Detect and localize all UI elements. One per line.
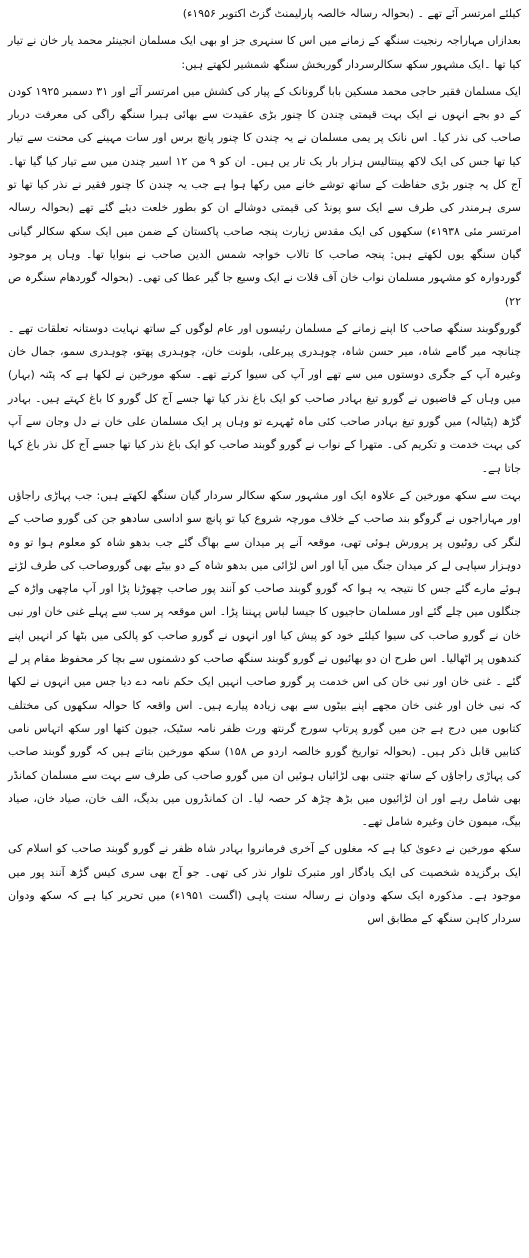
paragraph-1: کیلئے امرتسر آئے تھے ۔ (بحوالہ رسالہ خالصہ پارلیمنٹ گزٹ اکتوبر ۱۹۵۶ء) (182, 7, 521, 20)
paragraph-5: بہت سے سکھ مورخین کے علاوہ ایک اور مشہور سکھ سکالر سردار گیان سنگھ لکھتے ہیں: جب پہاڑی راجاؤں اور مہاراجوں نے گروگو بند صاحب کے خلاف مورچہ شروع کیا تو پانچ سو اداسی سادھو جن کی گورو صاحب کے لنگر کی روٹیوں پر پرورش ہوئی تھی، موقعہ آنے پر میدان سے بھاگ گئے جب بدھو شاہ کو معلوم ہوا تو وہ دوہزار سپاہی لے کر میدان جنگ میں آیا اور اس لڑائی میں بدھو شاہ کے دو بیٹے بھی گوروصاحب کی طرف لڑتے ہوئے مارے گئے جس کا نتیجہ یہ ہوا کہ گورو گوبند صاحب کو آنند پور صاحب چھوڑنا پڑا اور آپ ماچھی واڑہ کے جنگلوں میں چلے گئے اور مسلمان حاجیوں کا جیسا لباس پہننا پڑا۔ اس موقعہ پر سب سے پہلے غنی خان اور نبی خان نے گورو صاحب کی سیوا کیلئے خود کو پیش کیا اور انہوں نے گورو صاحب کو پالکی میں بٹھا کر انہیں اپنے کندھوں پر اٹھالیا۔ اس طرح ان دو بھائیوں نے گورو گوبند سنگھ صاحب کو دشمنوں سے بچا کر محفوظ مقام پر لے گئے ۔ غنی خان اور نبی خان کی اس خدمت پر گورو صاحب انہیں ایک حکم نامہ دے دیا جس میں انہوں نے لکھا کہ نبی خان اور غنی خان مجھے اپنے بیٹوں سے بھی زیادہ پیارے ہیں۔ اس واقعہ کا حوالہ سکھوں کی مختلف کتابوں میں درج ہے جن میں گورو پرتاپ سورج گرنتھ ورت ظفر نامہ سٹیک، جیون کتھا اور سکھ اتہاس نامی کتابیں قابل ذکر ہیں۔ (بحوالہ تواریخ گورو خالصہ اردو ص ۱۵۸) سکھ مورخین بتاتے ہیں کہ گورو گوبند صاحب کی پہاڑی راجاؤں کے ساتھ جتنی بھی لڑائیاں ہوئیں ان میں گورو صاحب کی طرف سے بہت سے مسلمان کمانڈر بھی شامل رہے اور ان لڑائیوں میں بڑھ چڑھ کر حصہ لیا۔ ان کمانڈروں میں بدیگ، الف خان، صیاد خان، صیاد بیگ، میمون خان وغیرہ شامل تھے۔ (8, 488, 521, 829)
paragraph-6: سکھ مورخین نے دعویٰ کیا ہے کہ مغلوں کے آخری فرمانروا بہادر شاہ ظفر نے گورو گوبند صاحب کو اسلام کی ایک برگزیدہ شخصیت کی ایک یادگار اور متبرک تلوار نذر کی تھی۔ جو آج بھی سری کیس گڑھ آنند پور میں موجود ہے۔ مذکورہ ایک سکھ ودوان نے رسالہ سنت پاہی (اگست ۱۹۵۱ء) میں تحریر کیا ہے کہ سکھ ودوان سردار کاہن سنگھ کے مطابق اس (8, 842, 521, 926)
paragraph-3: ایک مسلمان فقیر حاجی محمد مسکین بابا گرونانک کے پیار کی کشش میں امرتسر آئے اور ۳۱ دسمبر ۱۹۲۵ کودن کے دو بجے انہوں نے ایک بہت قیمتی چندن کا چنور بڑی عقیدت سے بھائی ہیرا سنگھ راگی کی معرفت دربار صاحب کی نذر کیا۔ اس نانک پر یمی مسلمان نے یہ چندن کا چنور پانچ برس اور سات مہینے کی محنت سے تیار کیا تھا جس کی ایک لاکھ پینتالیس ہزار بار یک تار یں ہیں۔ ان کو ۹ من ۱۲ اسیر چندن میں سے تیار کیا گیا تھا۔ آج کل یہ چنور بڑی حفاظت کے ساتھ توشے خانے میں رکھا ہوا ہے جب یہ چندن کا چنور فقیر نے نذر کیا تھا تو سری ہرمندر کی طرف سے ایک سو پونڈ کی قیمتی دوشالے ان کو بطور خلعت دیئے گئے تھے (بحوالہ رسالہ امرتسر مئی ۱۹۳۸ء) سکھوں کی ایک مقدس زیارت پنجہ صاحب پاکستان کے ضمن میں ایک سکھ سکالر گیانی گیان سنگھ یوں لکھتے ہیں: پنجہ صاحب کا تالاب خواجہ شمس الدین صاحب نے بنوایا تھا۔ وہاں پر موجود گوردوارہ کو مشہور مسلمان نواب خان آف قلات نے ایک وسیع جا گیر عطا کی تھی۔ (بحوالہ گوردھام سنگرہ ص ۲۲) (8, 84, 521, 308)
paragraph-4: گوروگوبند سنگھ صاحب کا اپنے زمانے کے مسلمان رئیسوں اور عام لوگوں کے ساتھ نہایت دوستانہ تعلقات تھے ۔چنانچہ میر گامے شاہ، میر حسن شاہ، چوہدری پیرعلی، بلونت خان، چوہدری پھتو، چوہدری سمو، جمال خان وغیرہ آپ کے جگری دوستوں میں سے تھے اور آپ کی سیوا کرتے تھے۔ سکھ مورخین نے لکھا ہے کہ پٹنہ (بہار) میں وہاں کے قاضیوں نے گورو تیغ بہادر صاحب کو ایک باغ نذر کیا تھا جسے آج کل گورو کا باغ کہتے ہیں۔ بہادر گڑھ (پٹیالہ) میں گورو تیغ بہادر صاحب کئی ماہ ٹھہرے تو وہاں پر ایک مسلمان علی خان نے دل وجان سے آپ کی بہت خدمت و تکریم کی۔ متھرا کے نواب نے گورو گوبند صاحب کو ایک باغ نذر کیا تھا جسے آج کل نذر باغ کہا جاتا ہے۔ (8, 321, 521, 475)
paragraph-2: بعدازاں مہاراجہ رنجیت سنگھ کے زمانے میں اس کا سنہری جز او بھی ایک مسلمان انجینئر محمد یار خان نے تیار کیا تھا ۔ایک مشہور سکھ سکالرسردار گوربخش سنگھ شمشیر لکھتے ہیں: (8, 34, 521, 71)
